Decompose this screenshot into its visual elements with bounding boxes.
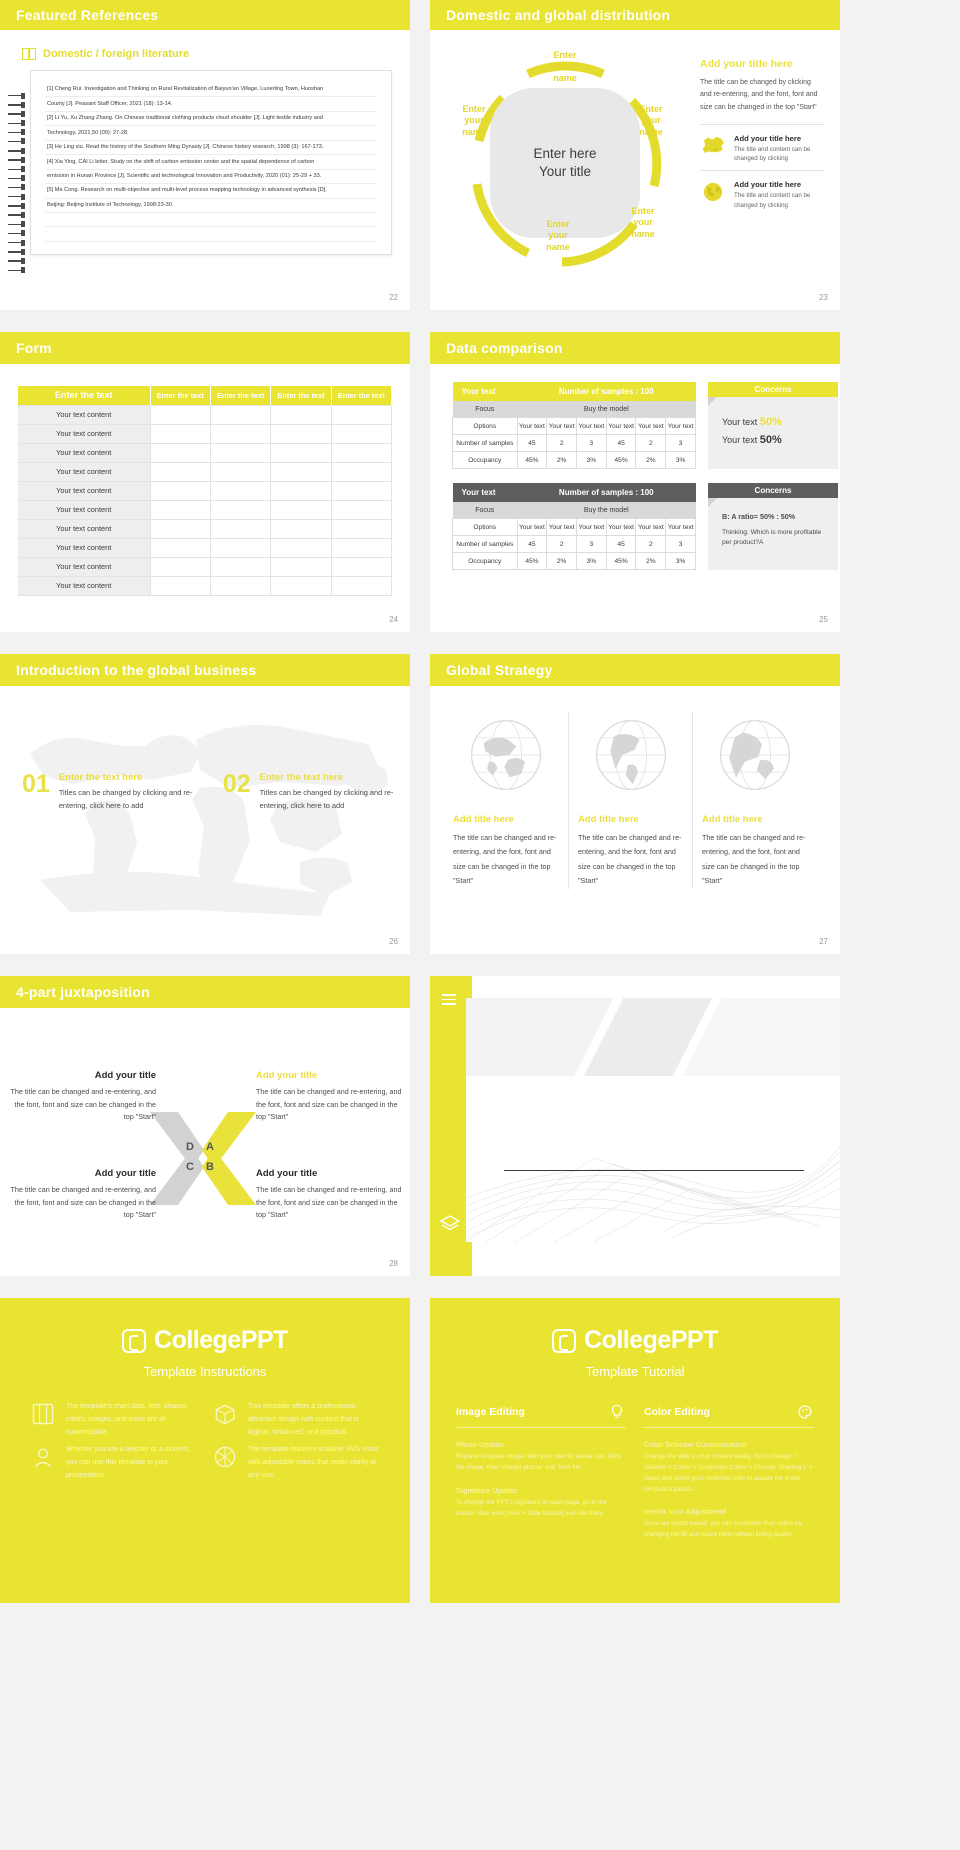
list-item-body: The title and content can be changed by clicking	[734, 145, 811, 163]
block-number: 02	[222, 770, 251, 798]
cell: 3%	[577, 553, 607, 570]
data-table-2[interactable]	[452, 483, 696, 570]
column-body: The title can be changed and re-entering, and the font, font and size can be changed in the top "Start"	[453, 833, 557, 886]
table-row	[453, 418, 696, 435]
tutorial-item-body: Change the slide's color scheme easily. Go to [Design > Variants > Colors > Customize Colors > Choose 'Shading 1' > Save] and select your preferred color to update the entire template's palette.	[644, 1453, 813, 1493]
reference-line: [4] Xia Ying, CAI Li letter. Study on the shift of carbon emission center and the spatial dependence of carbon	[45, 155, 377, 169]
page-title: Data comparison	[446, 340, 563, 356]
concern-line	[722, 431, 838, 449]
cell[interactable]	[331, 443, 391, 462]
cell: 45%	[606, 553, 636, 570]
block-title: Enter the text here	[259, 772, 344, 783]
cell[interactable]	[150, 443, 210, 462]
reference-line: Beijing: Beijing Institute of Technology, 1998:23-30.	[45, 199, 377, 213]
block-number: 01	[22, 770, 50, 798]
globe-icon	[588, 712, 674, 798]
china-map-icon	[700, 134, 726, 158]
cell[interactable]	[271, 557, 331, 576]
slide-form[interactable]	[0, 332, 410, 632]
cell: 3%	[666, 452, 696, 469]
cell[interactable]	[271, 481, 331, 500]
cell: 3%	[666, 553, 696, 570]
logo-block	[0, 1326, 410, 1355]
cell[interactable]	[271, 405, 331, 424]
page-title: Global Strategy	[446, 662, 553, 678]
node-label: Enter your name	[462, 104, 486, 137]
row-label: Your text content	[18, 519, 150, 538]
cell[interactable]	[331, 424, 391, 443]
promo-subtitle: Template Tutorial	[585, 1364, 685, 1379]
tutorial-columns	[430, 1379, 840, 1541]
concern-value: 50%	[759, 434, 782, 447]
row-label: Options	[453, 418, 518, 435]
cell[interactable]	[150, 462, 210, 481]
data-table-1[interactable]	[452, 382, 696, 469]
table-row	[18, 424, 392, 443]
quadrant-title: Add your title	[256, 1168, 318, 1179]
header-left: Your text	[453, 382, 518, 401]
basketball-icon	[212, 1444, 238, 1470]
cell[interactable]	[210, 538, 270, 557]
column-title: Add title here	[702, 814, 763, 825]
cell[interactable]	[331, 405, 391, 424]
page-title: Introduction to the global business	[16, 662, 257, 678]
table-row	[18, 519, 392, 538]
logo-text: CollegePPT	[154, 1326, 288, 1354]
cell[interactable]	[331, 500, 391, 519]
column-header: Enter the text	[210, 386, 270, 405]
slide-thank-you[interactable]	[430, 976, 840, 1276]
cell: 45%	[606, 452, 636, 469]
cell: Your text	[606, 519, 636, 536]
tutorial-column	[644, 1403, 814, 1541]
table-header-row	[18, 386, 392, 405]
cell: 2	[636, 435, 666, 452]
row-label: Your text content	[18, 500, 150, 519]
slide-domestic-global-distribution[interactable]	[430, 0, 840, 310]
promo-items-grid	[0, 1379, 410, 1483]
reference-line: County [J]. Peasant Staff Officer, 2021 (18): 13-14.	[45, 97, 377, 111]
menu-icon	[442, 994, 456, 1008]
cell: 45%	[517, 553, 547, 570]
cell[interactable]	[271, 462, 331, 481]
table-row	[18, 405, 392, 424]
table-subheader-row	[453, 401, 696, 418]
cell: Your text	[517, 418, 547, 435]
collegeppt-logo-icon	[552, 1329, 576, 1353]
column-title: Add title here	[453, 814, 514, 825]
slide-featured-references[interactable]	[0, 0, 410, 310]
table-subheader-row	[453, 502, 696, 519]
cell: 45	[606, 536, 636, 553]
column-body: The title can be changed and re-entering, and the font, font and size can be changed in the top "Start"	[702, 833, 806, 886]
row-label: Number of samples	[453, 435, 518, 452]
cell[interactable]	[150, 538, 210, 557]
cell[interactable]	[331, 576, 391, 595]
cell: 2%	[547, 553, 577, 570]
cell[interactable]	[271, 443, 331, 462]
divider	[504, 1170, 804, 1171]
comparison-row-1	[452, 382, 840, 469]
decorative-ruler-icons	[8, 92, 30, 277]
tutorial-heading-row	[644, 1403, 814, 1428]
concerns-title: Concerns	[708, 382, 838, 397]
tutorial-heading-row	[456, 1403, 626, 1428]
tutorial-item-title: Color Scheme Customization	[644, 1440, 747, 1449]
slide-title-bar	[0, 976, 410, 1008]
logo-text: CollegePPT	[584, 1326, 718, 1354]
right-content-column	[700, 58, 824, 217]
tutorial-item-body: Icons are vector-based, you can customize their colors by changing the fill and resize them without losing quality.	[644, 1520, 802, 1539]
collegeppt-logo-icon	[122, 1329, 146, 1353]
reference-line: Technology, 2021,50 (09): 27-28.	[45, 126, 377, 140]
svg-text:C: C	[186, 1161, 194, 1173]
node-label: Enter your name	[639, 104, 663, 137]
cell: 45	[517, 435, 547, 452]
row-label: Occupancy	[453, 553, 518, 570]
form-table[interactable]	[18, 386, 392, 596]
row-label: Your text content	[18, 405, 150, 424]
slide-title-bar	[0, 332, 410, 364]
layers-icon	[439, 1214, 461, 1234]
column-title: Add title here	[578, 814, 639, 825]
cell: Your text	[577, 519, 607, 536]
row-label: Your text content	[18, 557, 150, 576]
cell: Your text	[636, 519, 666, 536]
block-title: Enter the text here	[58, 772, 143, 783]
cell: 2%	[547, 452, 577, 469]
block-body: Titles can be changed by clicking and re-entering, click here to add	[259, 788, 394, 810]
node-label: Enter your name	[553, 50, 577, 83]
slide-four-part-juxtaposition[interactable]	[0, 976, 410, 1276]
cell[interactable]	[210, 557, 270, 576]
tutorial-item-body: To change the PPT's signature on each page, go to the master slide view [View > Slide Master] and edit there.	[456, 1498, 607, 1517]
cell: Your text	[666, 418, 696, 435]
table-row	[18, 557, 392, 576]
promo-item	[212, 1444, 380, 1483]
cell[interactable]	[271, 519, 331, 538]
slide-number: 27	[819, 937, 828, 946]
cell: Your text	[547, 519, 577, 536]
sub-right: Buy the model	[517, 502, 695, 519]
globe-icon	[712, 712, 798, 798]
slide-global-strategy[interactable]	[430, 654, 840, 954]
user-icon	[30, 1444, 56, 1470]
cell: 3	[577, 536, 607, 553]
cell[interactable]	[210, 576, 270, 595]
cell[interactable]	[150, 576, 210, 595]
cell: 3	[666, 435, 696, 452]
right-title: Add your title here	[700, 58, 793, 70]
quadrant-title: Add your title	[94, 1070, 156, 1081]
concerns-body	[708, 498, 838, 570]
concerns-body	[708, 397, 838, 469]
cell: 2%	[636, 452, 666, 469]
strategy-column[interactable]	[568, 712, 692, 889]
slide-title-bar	[0, 0, 410, 30]
promo-item-text: Whether you are a teacher or a student, you can use this template in your presentation.	[66, 1445, 190, 1479]
tutorial-item-title: Signature Update	[456, 1485, 518, 1495]
hub-line-2: Your title	[538, 164, 592, 179]
header-gradient-shapes	[466, 998, 840, 1076]
sub-right: Buy the model	[517, 401, 695, 418]
cell: 45	[517, 536, 547, 553]
table-header-row	[453, 382, 696, 401]
table-row	[18, 443, 392, 462]
list-item-body: The title and content can be changed by clicking	[734, 192, 811, 209]
logo-block	[430, 1326, 840, 1355]
header-right: Number of samples : 100	[517, 483, 695, 502]
column-header: Enter the text	[331, 386, 391, 405]
slide-title-bar	[0, 654, 410, 686]
concerns-card-1	[708, 382, 838, 469]
concerns-card-2	[708, 483, 838, 570]
table-row	[453, 519, 696, 536]
page-title: Featured References	[16, 7, 159, 23]
slide-number: 26	[389, 937, 398, 946]
promo-item	[30, 1444, 198, 1483]
cell: Your text	[606, 418, 636, 435]
cell[interactable]	[271, 538, 331, 557]
quadrant-body: The title can be changed and re-entering, and the font, font and size can be changed in the top "Start"	[256, 1185, 402, 1220]
concern-line: Thinking: Which is more profitable per product?A	[722, 528, 822, 547]
quadrant[interactable]	[256, 1070, 406, 1124]
cell: 3	[577, 435, 607, 452]
quadrant-body: The title can be changed and re-entering, and the font, font and size can be changed in the top "Start"	[256, 1087, 402, 1122]
right-body: The title can be changed by clicking and re-entering, and the font, font and size can be changed in the top "Start"	[700, 79, 818, 111]
reference-line-empty	[45, 213, 377, 227]
cell: 2%	[636, 553, 666, 570]
column-header: Enter the text	[271, 386, 331, 405]
cell: 3	[666, 536, 696, 553]
list-item[interactable]	[700, 124, 824, 171]
slide-number: 28	[389, 1259, 398, 1268]
promo-item	[212, 1401, 380, 1440]
cell: 3%	[577, 452, 607, 469]
quadrant[interactable]	[256, 1168, 406, 1222]
row-label: Occupancy	[453, 452, 518, 469]
svg-text:B: B	[206, 1161, 214, 1173]
list-item-title: Add your title here	[734, 180, 802, 190]
row-label: Your text content	[18, 462, 150, 481]
node-label: Enter your name	[631, 206, 655, 239]
cell[interactable]	[210, 462, 270, 481]
book-icon	[22, 48, 36, 60]
slide-global-business[interactable]	[0, 654, 410, 954]
cell[interactable]	[150, 557, 210, 576]
row-label: Your text content	[18, 481, 150, 500]
slide-number: 25	[819, 615, 828, 624]
numbered-blocks	[22, 772, 396, 812]
table-row	[18, 576, 392, 595]
cell[interactable]	[150, 519, 210, 538]
thank-you-card	[466, 998, 840, 1242]
reference-line: [2] Li Yu, Xu Zhang Zhang. On Chinese traditional clothing products cloud shoulder [J]. Light textile industry and	[45, 112, 377, 126]
palette-icon	[796, 1403, 814, 1421]
quadrant[interactable]	[6, 1070, 156, 1124]
sub-left: Focus	[453, 502, 518, 519]
reference-line: [5] Ma Cong. Research on multi-objective and multi-level process mapping technology in advanced synthesis [D].	[45, 184, 377, 198]
cell[interactable]	[210, 481, 270, 500]
list-item[interactable]	[700, 170, 824, 217]
reference-line: emission in Hunan Province [J]. Scientific and technological Innovation and Productivity, 2020 (01): 25-29 + 33.	[45, 170, 377, 184]
row-label: Your text content	[18, 424, 150, 443]
cell: Your text	[547, 418, 577, 435]
quadrant[interactable]	[6, 1168, 156, 1222]
cell[interactable]	[331, 462, 391, 481]
cell[interactable]	[331, 481, 391, 500]
slide-title-bar	[430, 332, 840, 364]
svg-text:A: A	[206, 1141, 214, 1153]
reference-line: [3] He Ling xiu. Read the history of the Southern Ming Dynasty [J]. Chinese history research, 1998 (3): 167-173.	[45, 141, 377, 155]
row-label: Options	[453, 519, 518, 536]
row-label: Your text content	[18, 443, 150, 462]
cell: Your text	[636, 418, 666, 435]
cell[interactable]	[210, 500, 270, 519]
numbered-block[interactable]	[22, 772, 195, 812]
slide-number: 22	[389, 293, 398, 302]
world-map-icon	[0, 684, 410, 952]
slide-number: 24	[389, 615, 398, 624]
cell[interactable]	[150, 481, 210, 500]
quadrant-layout	[0, 1008, 410, 1276]
quadrant-title: Add your title	[94, 1168, 156, 1179]
cell[interactable]	[331, 538, 391, 557]
tutorial-item-title: Photo Update	[456, 1440, 505, 1449]
concern-line	[722, 413, 838, 431]
row-label: Your text content	[18, 576, 150, 595]
cell[interactable]	[210, 405, 270, 424]
comparison-row-2	[452, 483, 840, 570]
promo-template-instructions	[0, 1298, 410, 1603]
column-header: Enter the text	[18, 386, 150, 405]
table-row	[18, 481, 392, 500]
slide-data-comparison[interactable]	[430, 332, 840, 632]
cell: 45%	[517, 452, 547, 469]
promo-template-tutorial	[430, 1298, 840, 1603]
table-row	[18, 500, 392, 519]
column-body: The title can be changed and re-entering, and the font, font and size can be changed in the top "Start"	[578, 833, 682, 886]
reference-line: [1] Cheng Rui. Investigation and Thinking on Rural Revitalization of Baiyun'an Village, Luoerling Town, Huoshan	[45, 83, 377, 97]
strategy-column[interactable]	[692, 712, 816, 889]
references-card	[30, 70, 392, 255]
table-row	[18, 462, 392, 481]
list-item-title: Add your title here	[734, 133, 802, 143]
promo-subtitle: Template Instructions	[143, 1364, 267, 1379]
cell[interactable]	[271, 576, 331, 595]
page-title: Form	[16, 340, 52, 356]
section-heading	[22, 48, 410, 60]
concerns-title: Concerns	[708, 483, 838, 498]
cell: Your text	[517, 519, 547, 536]
cell[interactable]	[210, 424, 270, 443]
table-row	[453, 435, 696, 452]
layers-icon	[30, 1401, 56, 1427]
tutorial-column	[456, 1403, 626, 1541]
cell[interactable]	[210, 443, 270, 462]
numbered-block[interactable]	[223, 772, 396, 812]
page-title: 4-part juxtaposition	[16, 984, 150, 1000]
tutorial-heading: Color Editing	[644, 1406, 710, 1418]
slide-title-bar	[430, 654, 840, 686]
row-label: Number of samples	[453, 536, 518, 553]
cell[interactable]	[150, 500, 210, 519]
cell[interactable]	[150, 424, 210, 443]
strategy-column[interactable]	[444, 712, 568, 889]
row-label: Your text content	[18, 538, 150, 557]
table-row	[18, 538, 392, 557]
reference-line-empty	[45, 227, 377, 241]
globe-icon	[700, 180, 726, 204]
cell: 45	[606, 435, 636, 452]
node-label: Enter your name	[546, 219, 570, 252]
quadrant-body: The title can be changed and re-entering, and the font, font and size can be changed in the top "Start"	[10, 1087, 156, 1122]
cell: 2	[636, 536, 666, 553]
block-body: Titles can be changed by clicking and re-entering, click here to add	[58, 788, 193, 810]
promo-item-text: The template's chart data, text, shapes, colors, images, and icons are all customizable.	[66, 1403, 189, 1436]
svg-text:D: D	[186, 1141, 194, 1153]
quadrant-body: The title can be changed and re-entering, and the font, font and size can be changed in the top "Start"	[10, 1185, 156, 1220]
table-row	[453, 536, 696, 553]
promo-item-text: The template features scalable SVG icons with adjustable colors that retain clarity at any size.	[248, 1445, 379, 1479]
cell[interactable]	[271, 424, 331, 443]
globe-icon	[463, 712, 549, 798]
cell: Your text	[666, 519, 696, 536]
tutorial-item-title: Vector Icon Adjustment	[644, 1507, 727, 1517]
header-left: Your text	[453, 483, 518, 502]
tutorial-item-body: Replace template images with your own for actual use. Click the image, then 'change picture' and 'from file'.	[456, 1453, 622, 1471]
cell[interactable]	[331, 557, 391, 576]
concern-line: B: A ratio= 50% : 50%	[722, 512, 796, 521]
table-header-row	[453, 483, 696, 502]
wireframe-mesh-graphic	[466, 1122, 840, 1242]
cell: 2	[547, 435, 577, 452]
cell[interactable]	[331, 519, 391, 538]
promo-row	[0, 1298, 960, 1603]
cell[interactable]	[271, 500, 331, 519]
bulb-icon	[608, 1403, 626, 1421]
sub-left: Focus	[453, 401, 518, 418]
strategy-columns	[444, 712, 840, 889]
box-icon	[212, 1401, 238, 1427]
cell: Your text	[577, 418, 607, 435]
tutorial-heading: Image Editing	[456, 1406, 525, 1418]
quadrant-title: Add your title	[256, 1070, 318, 1081]
x-shape-icon	[148, 1106, 258, 1211]
cell[interactable]	[210, 519, 270, 538]
table-row	[453, 553, 696, 570]
hub-line-1: Enter here	[533, 145, 597, 161]
concern-value: 50%	[759, 416, 782, 428]
circular-diagram	[458, 50, 673, 271]
concern-text: Your text	[722, 417, 760, 427]
promo-item	[30, 1401, 198, 1440]
header-right: Number of samples : 100	[517, 382, 695, 401]
table-row	[453, 452, 696, 469]
promo-item-text: This template offers a professional, attractive design with content that is logical, structured, and practical.	[248, 1403, 359, 1436]
section-heading-label: Domestic / foreign literature	[43, 48, 190, 60]
cell[interactable]	[150, 405, 210, 424]
column-header: Enter the text	[150, 386, 210, 405]
cell: 2	[547, 536, 577, 553]
slide-title-bar	[430, 0, 840, 30]
slide-number: 23	[819, 293, 828, 302]
concern-text: Your text	[722, 435, 760, 446]
page-title: Domestic and global distribution	[446, 7, 671, 23]
